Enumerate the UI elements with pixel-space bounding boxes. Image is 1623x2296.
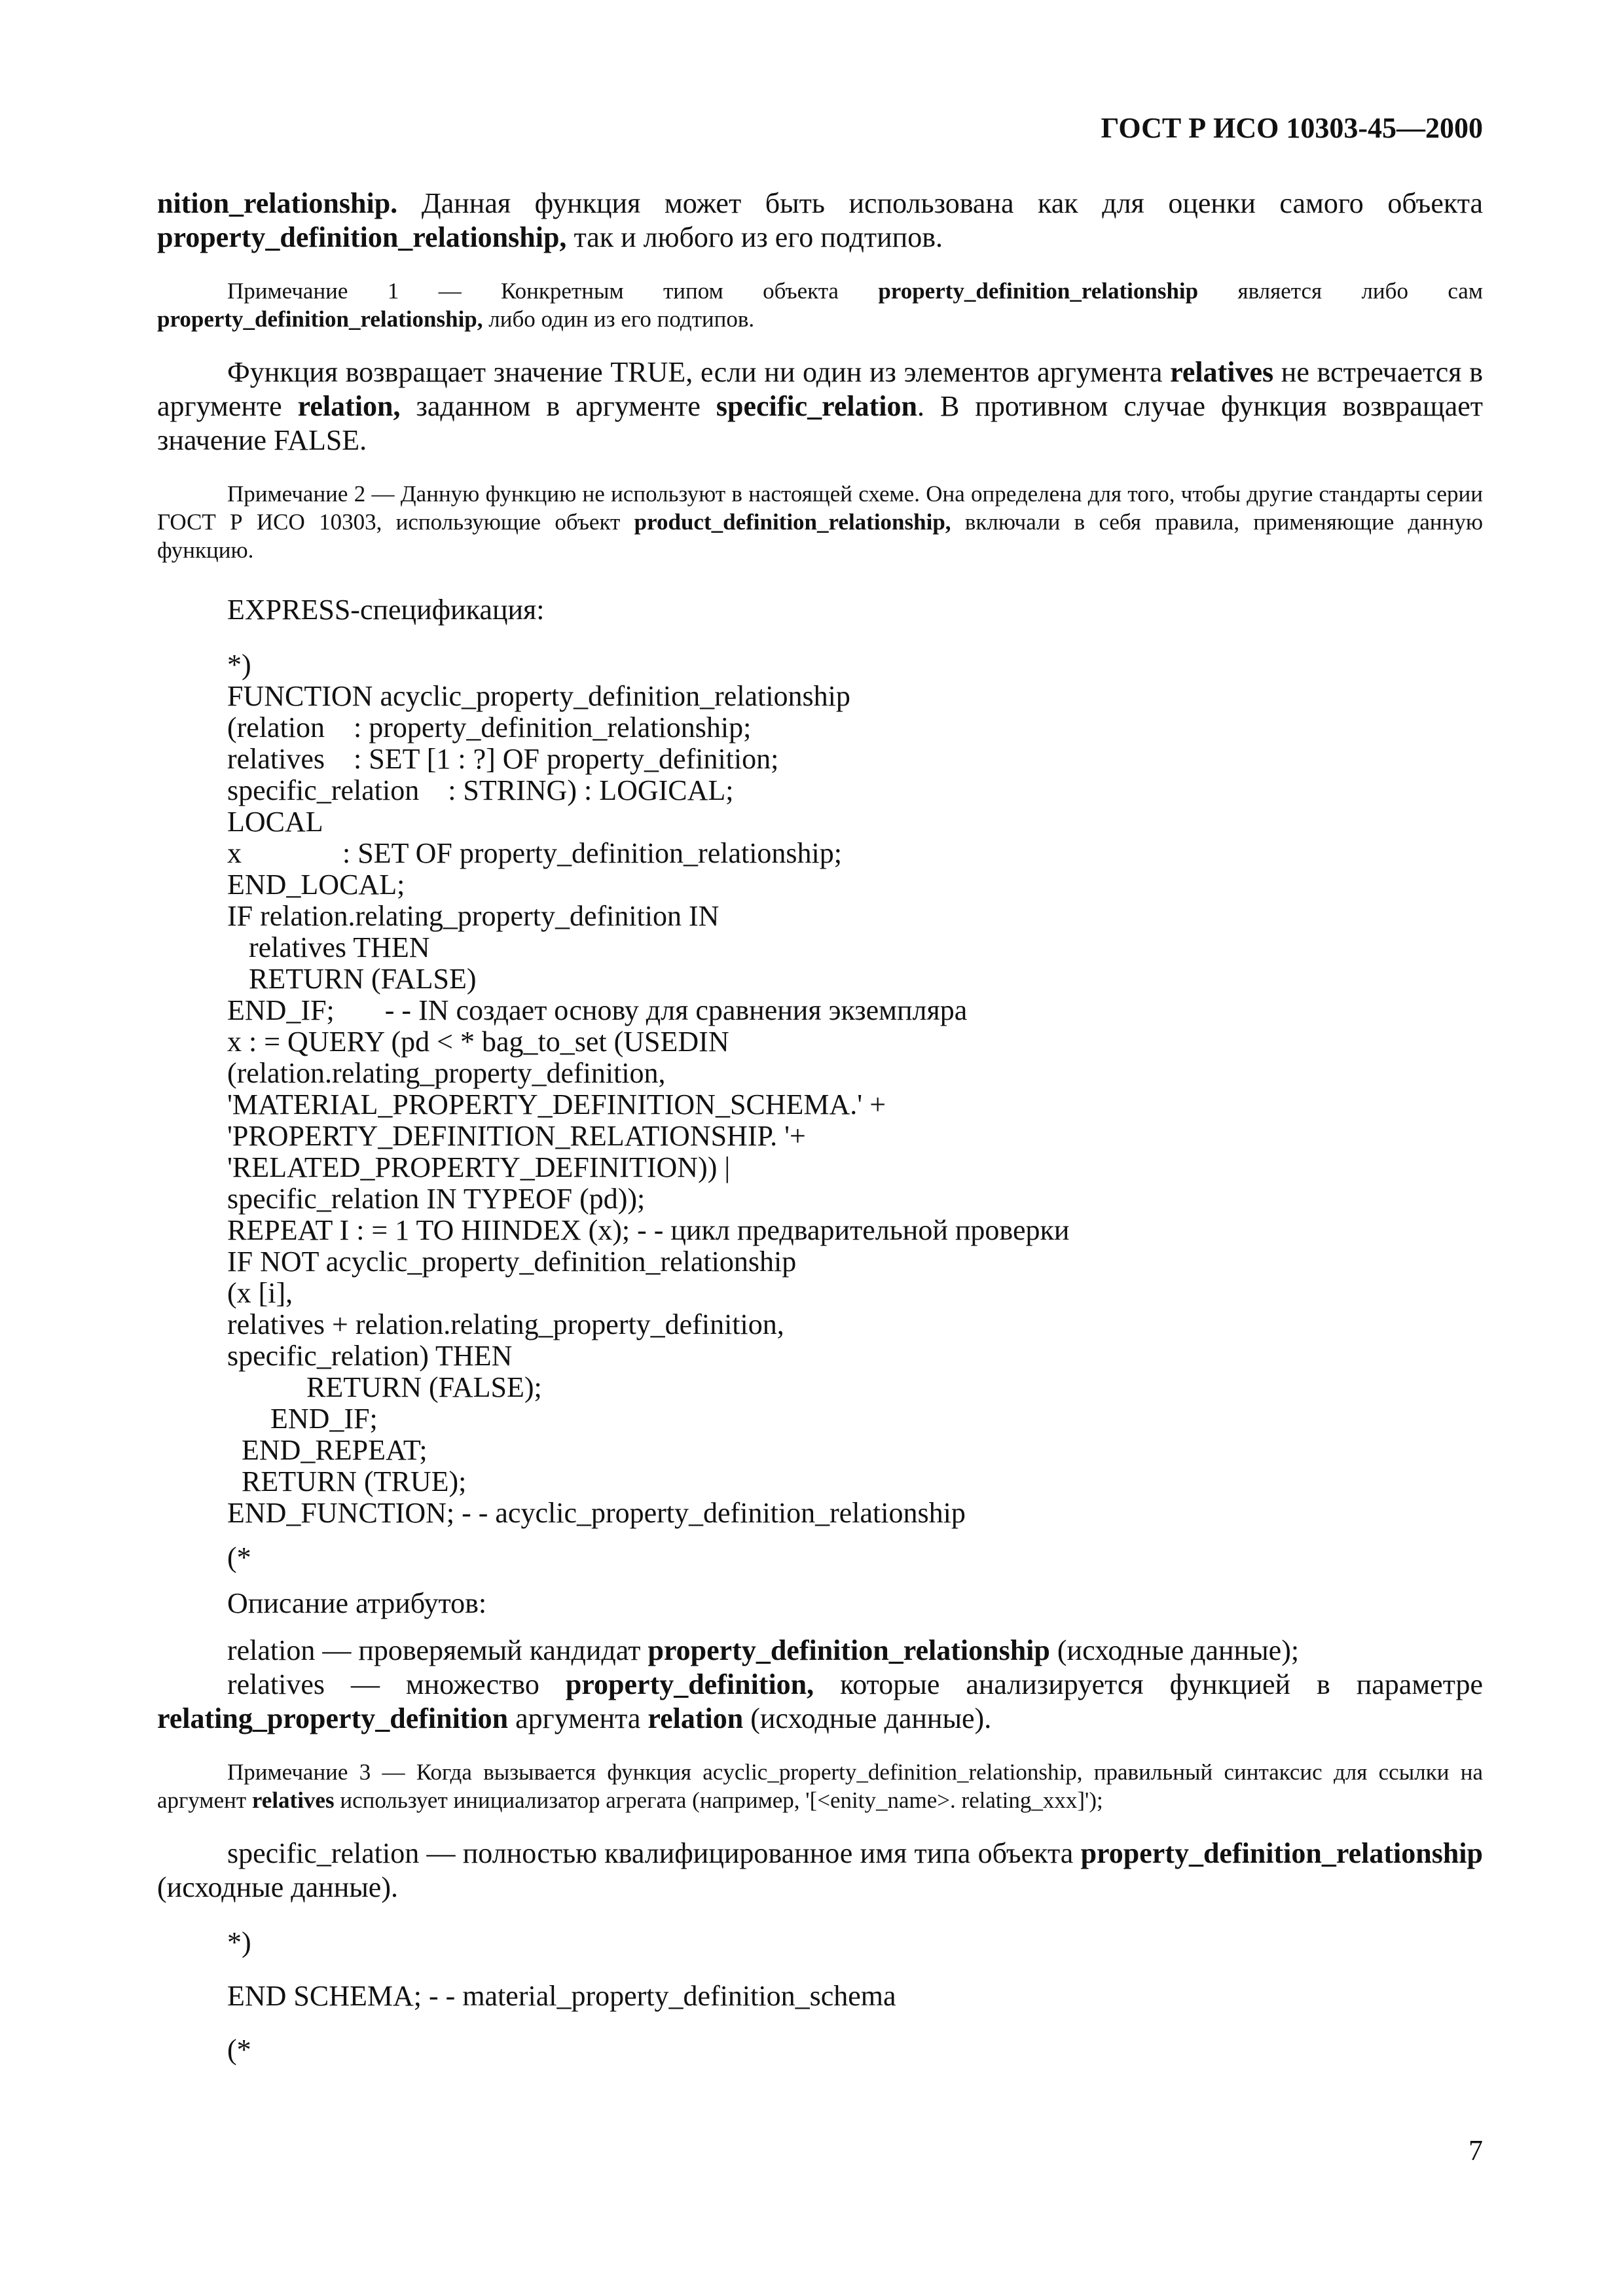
note-2: Примечание 2 — Данную функцию не используют в настоящей схеме. Она определена для того, чтобы другие стандарты серии ГОСТ Р ИСО 10303, использующие объект product_definition_relationship, включали в себя правила, применяющие данную функцию. bbox=[157, 481, 1483, 563]
code-line: END_IF; bbox=[227, 1403, 378, 1435]
code-line: IF NOT acyclic_property_definition_relationship bbox=[227, 1246, 797, 1278]
code-line: specific_relation) THEN bbox=[227, 1340, 513, 1372]
code-line: RETURN (TRUE); bbox=[227, 1465, 467, 1498]
document-header: ГОСТ Р ИСО 10303-45—2000 bbox=[1101, 112, 1483, 144]
code-line: specific_relation : STRING) : LOGICAL; bbox=[227, 774, 734, 806]
express-label: EXPRESS-спецификация: bbox=[227, 594, 545, 626]
code-line: (relation : property_definition_relationship; bbox=[227, 711, 752, 744]
code-line: relatives THEN bbox=[227, 931, 430, 963]
code-line: specific_relation IN TYPEOF (pd)); bbox=[227, 1183, 646, 1215]
code-line: x : = QUERY (pd < * bag_to_set (USEDIN bbox=[227, 1026, 729, 1058]
page-content bbox=[157, 187, 1483, 2066]
paragraph-continuation: nition_relationship. Данная функция может быть использована как для оценки самого объекта property_definition_relationship, так и любого из его подтипов. bbox=[157, 187, 1483, 253]
code-line: END_IF; - - IN создает основу для сравнения экземпляра bbox=[227, 994, 968, 1026]
attribute-relatives: relatives — множество property_definition, которые анализируется функцией в параметре relating_property_definition аргумента relation (исходные данные). bbox=[157, 1668, 1484, 1734]
code-line: LOCAL bbox=[227, 806, 323, 838]
code-line: relatives : SET [1 : ?] OF property_definition; bbox=[227, 743, 779, 775]
code-line: (relation.relating_property_definition, bbox=[227, 1057, 666, 1089]
code-line: END_FUNCTION; - - acyclic_property_definition_relationship bbox=[227, 1497, 966, 1529]
code-line: FUNCTION acyclic_property_definition_relationship bbox=[227, 680, 850, 712]
code-line: 'RELATED_PROPERTY_DEFINITION)) | bbox=[227, 1151, 731, 1183]
page-number: 7 bbox=[1468, 2134, 1483, 2166]
code-line: END_LOCAL; bbox=[227, 869, 405, 901]
code-line: RETURN (FALSE); bbox=[227, 1371, 542, 1403]
code-line: END_REPEAT; bbox=[227, 1434, 428, 1466]
code-line: x : SET OF property_definition_relationship; bbox=[227, 837, 842, 869]
attribute-relation: relation — проверяемый кандидат property_definition_relationship (исходные данные); bbox=[227, 1634, 1300, 1666]
express-code-block bbox=[227, 681, 1483, 1529]
code-line: RETURN (FALSE) bbox=[227, 963, 477, 995]
attributes-label: Описание атрибутов: bbox=[227, 1587, 487, 1619]
code-close-marker: (* bbox=[227, 1541, 251, 1573]
note-3: Примечание 3 — Когда вызывается функция acyclic_property_definition_relationship, правильный синтаксис для ссылки на аргумент relatives использует инициализатор агрегата (например, '[<enity_name>. relating_xxx]'); bbox=[157, 1759, 1483, 1813]
code-line: 'PROPERTY_DEFINITION_RELATIONSHIP. '+ bbox=[227, 1120, 806, 1152]
attribute-specific-relation: specific_relation — полностью квалифицированное имя типа объекта property_definition_relationship (исходные данные). bbox=[157, 1837, 1483, 1903]
schema-end-close-marker: (* bbox=[227, 2034, 251, 2066]
schema-end-open-marker: *) bbox=[227, 1926, 251, 1958]
code-line: IF relation.relating_property_definition IN bbox=[227, 900, 720, 932]
code-line: (x [i], bbox=[227, 1277, 293, 1309]
paragraph-return-value: Функция возвращает значение TRUE, если ни один из элементов аргумента relatives не встречается в аргументе relation, заданном в аргументе specific_relation. В противном случае функция возвращает значение FALSE. bbox=[157, 356, 1483, 456]
note-1: Примечание 1 — Конкретным типом объекта property_definition_relationship является либо сам property_definition_relationship, либо один из его подтипов. bbox=[157, 278, 1483, 332]
schema-end-line: END SCHEMA; - - material_property_definition_schema bbox=[227, 1980, 896, 2012]
code-open-marker: *) bbox=[227, 649, 251, 681]
code-line: 'MATERIAL_PROPERTY_DEFINITION_SCHEMA.' + bbox=[227, 1088, 886, 1121]
code-line: relatives + relation.relating_property_definition, bbox=[227, 1308, 784, 1340]
code-line: REPEAT I : = 1 TO HIINDEX (x); - - цикл предварительной проверки bbox=[227, 1214, 1070, 1246]
